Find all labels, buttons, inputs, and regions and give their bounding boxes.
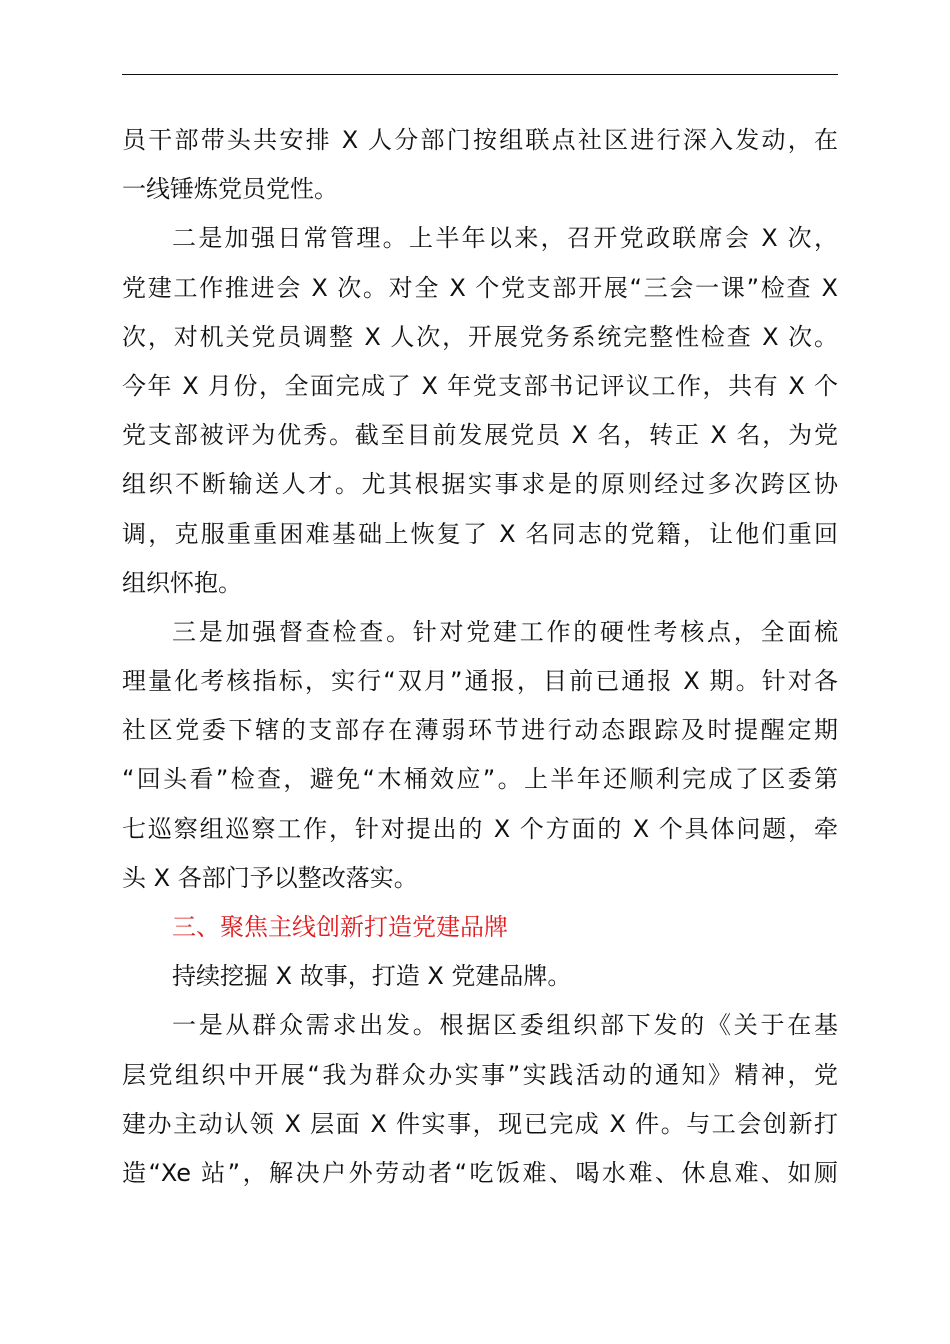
paragraph-start: 二是加强日常管理。上半年以来，召开党政联席会 X 次，	[172, 224, 838, 253]
text-line: “回头看”检查，避免“木桶效应”。上半年还顺利完成了区委第	[122, 765, 838, 794]
section-heading: 三、聚焦主线创新打造党建品牌	[172, 913, 508, 941]
text-line: 今年 X 月份，全面完成了 X 年党支部书记评议工作，共有 X 个	[122, 371, 838, 400]
text-line: 建办主动认领 X 层面 X 件实事，现已完成 X 件。与工会创新打	[122, 1109, 838, 1138]
paragraph-start: 持续挖掘 X 故事，打造 X 党建品牌。	[172, 962, 572, 991]
text-line: 造“Xe 站”，解决户外劳动者“吃饭难、喝水难、休息难、如厕	[122, 1158, 838, 1187]
paragraph-start: 一是从群众需求出发。根据区委组织部下发的《关于在基	[172, 1011, 838, 1040]
text-line: 党建工作推进会 X 次。对全 X 个党支部开展“三会一课”检查 X	[122, 273, 838, 302]
text-line: 组织怀抱。	[122, 568, 242, 597]
text-line: 党支部被评为优秀。截至目前发展党员 X 名，转正 X 名，为党	[122, 421, 838, 450]
text-line: 次，对机关党员调整 X 人次，开展党务系统完整性检查 X 次。	[122, 322, 838, 351]
text-line: 组织不断输送人才。尤其根据实事求是的原则经过多次跨区协	[122, 470, 838, 499]
text-line: 七巡察组巡察工作，针对提出的 X 个方面的 X 个具体问题，牵	[122, 814, 838, 843]
text-line: 层党组织中开展“我为群众办实事”实践活动的通知》精神，党	[122, 1060, 838, 1089]
text-line: 理量化考核指标，实行“双月”通报，目前已通报 X 期。针对各	[122, 667, 838, 696]
text-line: 一线锤炼党员党性。	[122, 175, 338, 204]
text-line: 调，克服重重困难基础上恢复了 X 名同志的党籍，让他们重回	[122, 519, 838, 548]
text-line: 员干部带头共安排 X 人分部门按组联点社区进行深入发动，在	[122, 126, 838, 154]
document-body	[122, 116, 838, 1198]
text-line: 头 X 各部门予以整改落实。	[122, 863, 418, 892]
paragraph-start: 三是加强督查检查。针对党建工作的硬性考核点，全面梳	[172, 617, 838, 646]
header-rule	[122, 74, 838, 75]
text-line: 社区党委下辖的支部存在薄弱环节进行动态跟踪及时提醒定期	[122, 716, 838, 745]
